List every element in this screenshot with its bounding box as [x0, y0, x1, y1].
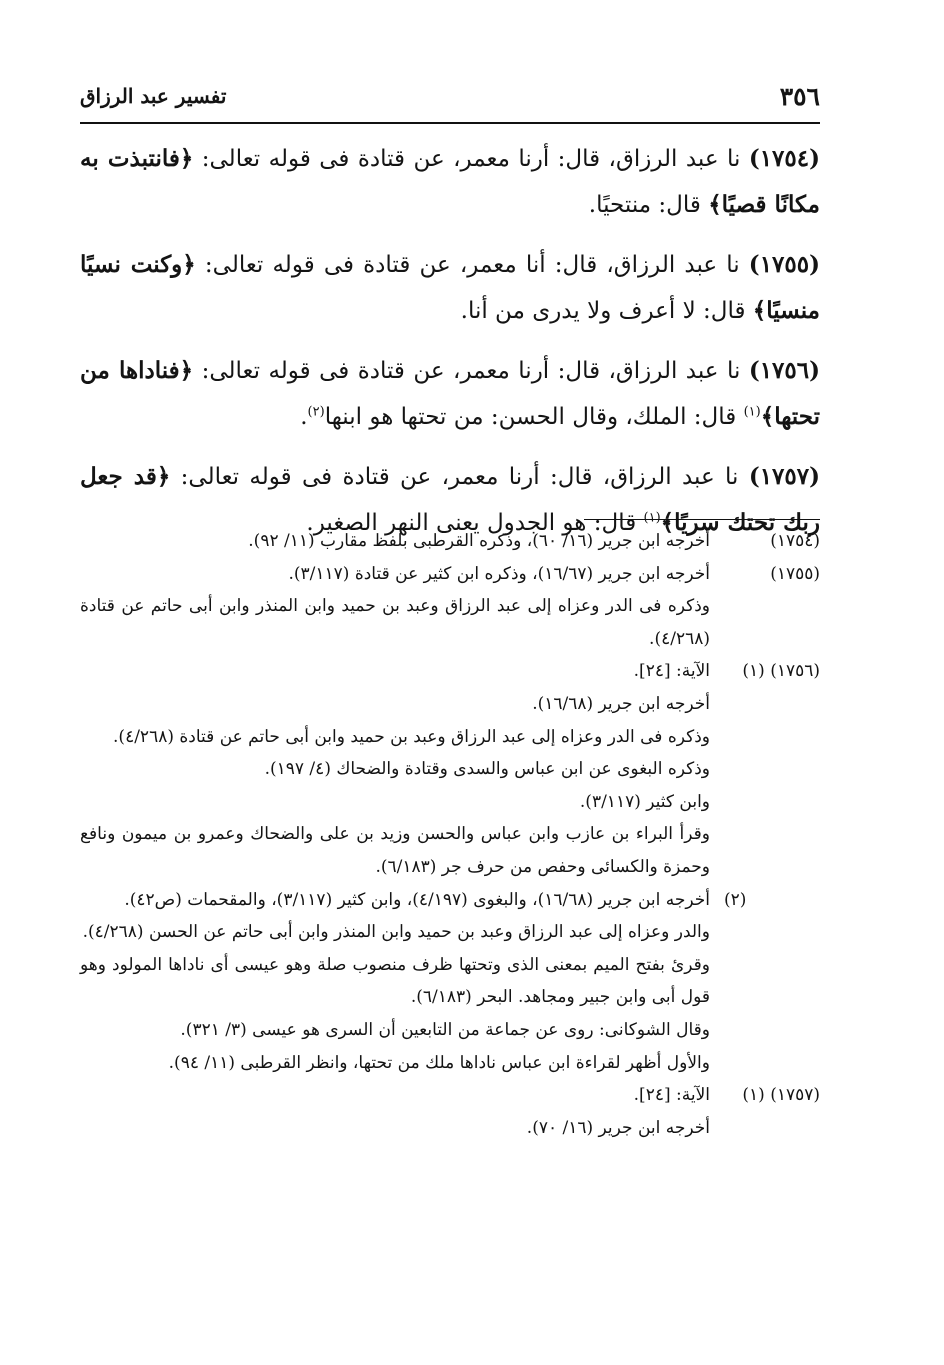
- footnote-line: أخرجه ابن جرير (١٦/٦٧)، وذكره ابن كثير عن قتادة (٣/١١٧).: [288, 563, 710, 584]
- footnote-line: وذكره البغوى عن ابن عباس والسدى وقتادة والضحاك (٤/ ١٩٧).: [264, 759, 710, 780]
- entry-rest: قال: لا أعرف ولا يدرى من أنا.: [460, 298, 746, 324]
- footnote-1755: [80, 558, 820, 656]
- entry-number: (١٧٥٦): [748, 357, 821, 384]
- entry-rest: قال: منتحيًا.: [588, 192, 701, 218]
- entry-1756: [80, 348, 820, 440]
- footnote-line: أخرجه ابن جرير (١٦/٦٨).: [532, 693, 710, 714]
- footnote-marker: (١): [743, 404, 761, 420]
- entry-end: .: [300, 404, 308, 430]
- footnote-line: أخرجه ابن جرير (١٦/٦٨)، والبغوى (٤/١٩٧)، وابن كثير (٣/١١٧)، والمقحمات (ص٤٢).: [124, 889, 710, 910]
- footnotes: [80, 525, 820, 1144]
- entry-1754: [80, 136, 820, 228]
- footnote-label: (١٧٥٤): [770, 531, 820, 551]
- quran-verse: ﴿وكنت نسيًا منسيًا﴾: [80, 251, 820, 324]
- entry-rest: قال: الملك، وقال الحسن: من تحتها هو ابنها: [324, 404, 737, 430]
- footnote-marker: (١): [643, 510, 661, 526]
- footnote-1756-1: [80, 655, 820, 883]
- entry-number: (١٧٥٥): [748, 251, 820, 278]
- entry-rest: قال: هو الجدول يعنى النهر الصغير.: [306, 510, 637, 536]
- entry-text: نا عبد الرزاق، قال: أنا معمر، عن قتادة فى قوله تعالى:: [204, 252, 740, 278]
- footnote-label: (١٧٥٧) (١): [742, 1085, 820, 1106]
- entry-text: نا عبد الرزاق، قال: أرنا معمر، عن قتادة فى قوله تعالى:: [201, 358, 741, 384]
- footnote-line: وذكره فى الدر وعزاه إلى عبد الرزاق وعبد بن حميد وابن أبى حاتم عن قتادة (٤/٢٦٨).: [113, 726, 710, 747]
- page-number: ٣٥٦: [779, 82, 820, 111]
- footnote-line: وذكره فى الدر وعزاه إلى عبد الرزاق وعبد بن حميد وابن المنذر وابن أبى حاتم عن قتادة (٤/٢٦٨).: [80, 596, 710, 649]
- footnote-line: وقرأ البراء بن عازب وابن عباس والحسن وزيد بن على والضحاك وعمرو بن ميمون ونافع وحمزة والكسائى وحفص من حرف جر (٦/١٨٣).: [80, 824, 710, 877]
- footnote-1756-2: [80, 884, 820, 1080]
- footnote-label: (١٧٥٥): [770, 563, 820, 584]
- footnote-marker: (٢): [307, 404, 325, 420]
- main-text: [80, 136, 820, 546]
- quran-verse: ﴿قد جعل ربك تحتك سريًا﴾: [80, 463, 820, 536]
- header-rule: [80, 122, 820, 124]
- footnote-line: أخرجه ابن جرير (١٦/ ٧٠).: [526, 1117, 710, 1138]
- footnote-line: الآية: [٢٤].: [633, 661, 710, 682]
- footnote-line: وقرئ بفتح الميم بمعنى الذى وتحتها ظرف منصوب صلة وهو عيسى أى ناداها المولود وهو قول أبى وابن جبير ومجاهد. البحر (٦/١٨٣).: [80, 954, 710, 1008]
- footnote-line: وقال الشوكانى: روى عن جماعة من التابعين أن السرى هو عيسى (٣/ ٣٢١).: [180, 1019, 710, 1040]
- footnote-line: والأول أظهر لقراءة ابن عباس ناداها ملك من تحتها، وانظر القرطبى (١١/ ٩٤).: [168, 1052, 710, 1073]
- footnote-label: (١٧٥٦) (١): [742, 661, 820, 682]
- footnote-rule: [584, 519, 820, 520]
- quran-verse: ﴿فانتبذت به مكانًا قصيًا﴾: [80, 145, 820, 218]
- footnote-line: الآية: [٢٤].: [633, 1085, 710, 1106]
- footnote-1754: [80, 525, 820, 558]
- footnote-label: (٢): [724, 889, 747, 910]
- running-title: تفسير عبد الرزاق: [80, 84, 227, 108]
- quran-verse: ﴿فناداها من تحتها﴾: [80, 357, 820, 430]
- footnote-line: والدر وعزاه إلى عبد الرزاق وعبد بن حميد وابن المنذر وابن أبى حاتم عن الحسن (٤/٢٦٨).: [82, 922, 710, 943]
- page-header: [80, 82, 820, 118]
- footnote-line: أخرجه ابن جرير (١٦/ ٦٠)، وذكره القرطبى بلفظ مقارب (١١/ ٩٢).: [248, 531, 710, 551]
- footnote-1757: [80, 1079, 820, 1144]
- entry-text: نا عبد الرزاق، قال: أرنا معمر، عن قتادة فى قوله تعالى:: [201, 146, 741, 172]
- entry-text: نا عبد الرزاق، قال: أرنا معمر، عن قتادة فى قوله تعالى:: [180, 464, 739, 490]
- entry-1755: [80, 242, 820, 334]
- entry-number: (١٧٥٧): [748, 463, 821, 490]
- footnote-line: وابن كثير (٣/١١٧).: [579, 791, 710, 812]
- entry-number: (١٧٥٤): [748, 145, 821, 172]
